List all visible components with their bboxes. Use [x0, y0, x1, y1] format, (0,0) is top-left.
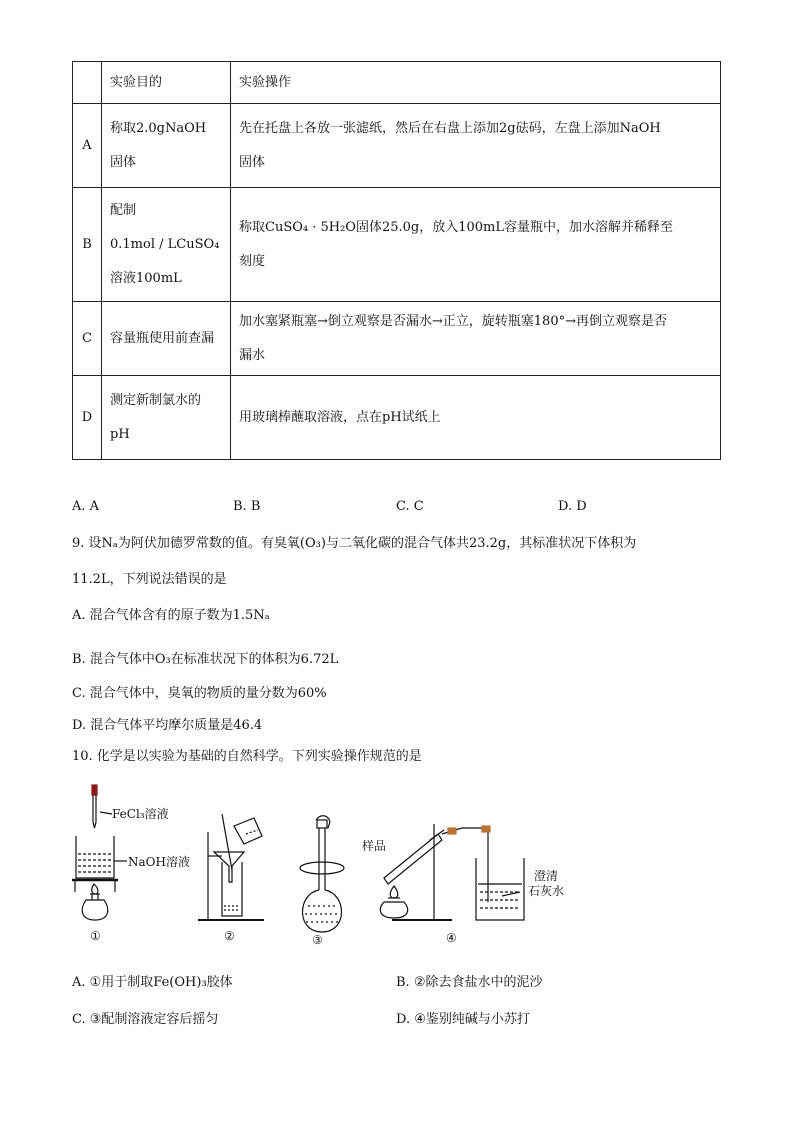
row-operation: 用玻璃棒蘸取溶液，点在pH试纸上: [231, 376, 721, 460]
q10-apparatus-figure: [72, 782, 592, 947]
figure-number-2: ②: [224, 929, 235, 943]
purpose-line: 溶液100mL: [110, 270, 182, 286]
q9-stem-line1: 9. 设Nₐ为阿伏加德罗常数的值。有臭氧(O₃)与二氧化碳的混合气体共23.2g，其标准状况下体积为: [72, 536, 637, 551]
q10-option-a: A. ①用于制取Fe(OH)₃胶体: [72, 975, 233, 990]
naoh-label: NaOH溶液: [128, 855, 190, 869]
alcohol-lamp-icon: [82, 884, 107, 920]
tripod-icon: [72, 880, 118, 892]
figure-number-3: ③: [312, 933, 323, 947]
table-row: [73, 302, 721, 376]
row-purpose: [102, 104, 231, 188]
purpose-line: 固体: [110, 154, 137, 170]
q9-option-a: A. 混合气体含有的原子数为1.5Nₐ: [72, 608, 270, 623]
operation-line: 称取CuSO₄ · 5H₂O固体25.0g，放入100mL容量瓶中，加水溶解并稀释至: [239, 219, 674, 235]
row-purpose: [102, 188, 231, 302]
operation-line: 先在托盘上各放一张滤纸，然后在右盘上添加2g砝码，左盘上添加NaOH: [239, 120, 661, 136]
volumetric-flask-icon: [300, 816, 344, 932]
row-purpose: [102, 376, 231, 460]
q9-option-b: B. 混合气体中O₃在标准状况下的体积为6.72L: [72, 652, 339, 667]
row-operation: [231, 104, 721, 188]
q8-option-d: D. D: [558, 499, 587, 514]
operation-line: 固体: [239, 154, 266, 170]
header-cell-purpose: 实验目的: [102, 62, 231, 104]
limewater-label-line1: 澄清: [534, 869, 559, 883]
filtration-apparatus-icon: [198, 814, 264, 920]
purpose-line: 0.1mol / LCuSO₄: [110, 236, 220, 252]
fecl3-label: FeCl₃溶液: [112, 807, 169, 821]
row-label: D: [73, 376, 102, 460]
table-row: [73, 104, 721, 188]
table-row: [73, 188, 721, 302]
table-row: [73, 376, 721, 460]
q10-option-d: D. ④鉴别纯碱与小苏打: [396, 1012, 530, 1027]
row-label: B: [73, 188, 102, 302]
row-operation: [231, 188, 721, 302]
purpose-line: 配制: [110, 202, 137, 218]
row-label: C: [73, 302, 102, 376]
dropper-icon: [92, 785, 97, 828]
experiment-table: [72, 61, 721, 460]
q8-option-c: C. C: [396, 499, 424, 514]
purpose-line: 称取2.0gNaOH: [110, 120, 207, 136]
q8-option-b: B. B: [233, 499, 261, 514]
q8-option-a: A. A: [72, 499, 100, 514]
q9-option-d: D. 混合气体平均摩尔质量是46.4: [72, 718, 263, 733]
q10-stem: 10. 化学是以实验为基础的自然科学。下列实验操作规范的是: [72, 749, 422, 764]
purpose-line: pH: [110, 426, 130, 442]
header-cell-operation: 实验操作: [231, 62, 721, 104]
limewater-label-line2: 石灰水: [528, 884, 565, 898]
q9-option-c: C. 混合气体中，臭氧的物质的量分数为60%: [72, 686, 327, 701]
purpose-line: 测定新制氯水的: [110, 392, 202, 408]
row-operation: [231, 302, 721, 376]
limewater-beaker-icon: [476, 858, 524, 920]
q9-stem-line2: 11.2L，下列说法错误的是: [72, 572, 227, 587]
heating-apparatus-icon: [380, 824, 490, 920]
table-header-row: [73, 62, 721, 104]
operation-line: 刻度: [239, 253, 266, 269]
header-cell-label: [73, 62, 102, 104]
figure-number-4: ④: [446, 931, 457, 945]
sample-label: 样品: [362, 839, 387, 853]
q10-option-b: B. ②除去食盐水中的泥沙: [396, 975, 543, 990]
operation-line: 漏水: [239, 347, 266, 363]
row-purpose: 容量瓶使用前查漏: [102, 302, 231, 376]
beaker-icon: [76, 836, 114, 878]
operation-line: 加水塞紧瓶塞→倒立观察是否漏水→正立，旋转瓶塞180°→再倒立观察是否: [239, 313, 667, 329]
q10-option-c: C. ③配制溶液定容后摇匀: [72, 1012, 219, 1027]
row-label: A: [73, 104, 102, 188]
figure-number-1: ①: [90, 929, 101, 943]
